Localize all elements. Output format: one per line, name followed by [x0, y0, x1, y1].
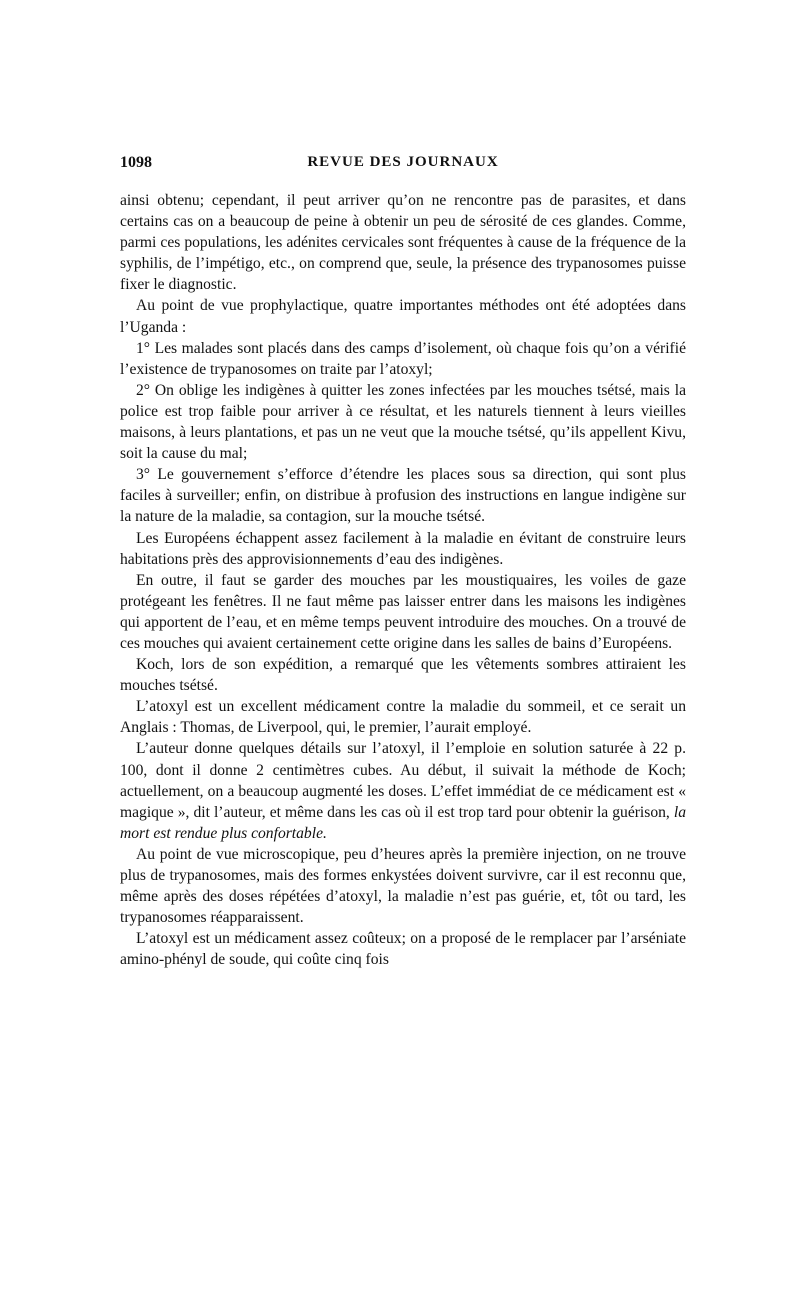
paragraph-11: Au point de vue microscopique, peu d’heures après la première injection, on ne trouve plus de trypanosomes, mais des formes enkystées doivent survivre, car il est reconnu que, même après des doses répétées d’atoxyl, la maladie n’est pas guérie, et, tôt ou tard, les trypanosomes réapparaissent. — [120, 845, 686, 927]
running-title: REVUE DES JOURNAUX — [307, 154, 499, 170]
paragraph-9: L’atoxyl est un excellent médicament contre la maladie du sommeil, et ce serait un Anglais : Thomas, de Liverpool, qui, le premier, l’aurait employé. — [120, 698, 686, 737]
paragraph-4: 2° On oblige les indigènes à quitter les zones infectées par les mouches tsétsé, mais la police est trop faible pour arriver à ce résultat, et les naturels tiennent à leurs vieilles maisons, à leurs plantations, et pas un ne veut que la mouche tsétsé, qu’ils appellent Kivu, soit la cause du mal; — [120, 381, 686, 463]
paragraph-12: L’atoxyl est un médicament assez coûteux; on a proposé de le remplacer par l’arséniate amino-phényl de soude, qui coûte cinq fois — [120, 930, 686, 969]
paragraph-10-text: L’auteur donne quelques détails sur l’atoxyl, il l’emploie en solution saturée à 22 p. 100, dont il donne 2 centimètres cubes. Au début, il suivait la méthode de Koch; actuellement, on a beaucoup augmenté les doses. L’effet immédiat de ce médicament est « magique », dit l’auteur, et même dans les cas où il est trop tard pour obtenir la guérison, — [120, 740, 686, 821]
paragraph-3: 1° Les malades sont placés dans des camps d’isolement, où chaque fois qu’on a vérifié l’existence de trypanosomes on traite par l’atoxyl; — [120, 339, 686, 378]
page-number: 1098 — [120, 154, 152, 171]
paragraph-8: Koch, lors de son expédition, a remarqué que les vêtements sombres attiraient les mouches tsétsé. — [120, 656, 686, 695]
paragraph-5: 3° Le gouvernement s’efforce d’étendre les places sous sa direction, qui sont plus faciles à surveiller; enfin, on distribue à profusion des instructions en langue indigène sur la nature de la maladie, sa contagion, sur la mouche tsétsé. — [120, 466, 686, 526]
paragraph-10-italic: la mort est rendue plus confortable. — [120, 803, 686, 842]
paragraph-1: ainsi obtenu; cependant, il peut arriver qu’on ne rencontre pas de parasites, et dans certains cas on a beaucoup de peine à obtenir un peu de sérosité de ces glandes. Comme, parmi ces populations, les adénites cervicales sont fréquentes à cause de la fréquence de la syphilis, de l’impétigo, etc., on comprend que, seule, la présence des trypanosomes puisse fixer le diagnostic. — [120, 192, 686, 294]
page-header — [120, 154, 686, 178]
paragraph-10 — [120, 738, 686, 843]
paragraph-6: Les Européens échappent assez facilement à la maladie en évitant de construire leurs habitations près des approvisionnements d’eau des indigènes. — [120, 529, 686, 568]
paragraph-2: Au point de vue prophylactique, quatre importantes méthodes ont été adoptées dans l’Uganda : — [120, 297, 686, 336]
paragraph-7: En outre, il faut se garder des mouches par les moustiquaires, les voiles de gaze protégeant les fenêtres. Il ne faut même pas laisser entrer dans les maisons les indigènes qui apportent de l’eau, et en même temps peuvent introduire des mouches. On a trouvé de ces mouches qui avaient certainement cette origine dans les salles de bains d’Européens. — [120, 571, 686, 652]
article-body — [120, 190, 686, 970]
